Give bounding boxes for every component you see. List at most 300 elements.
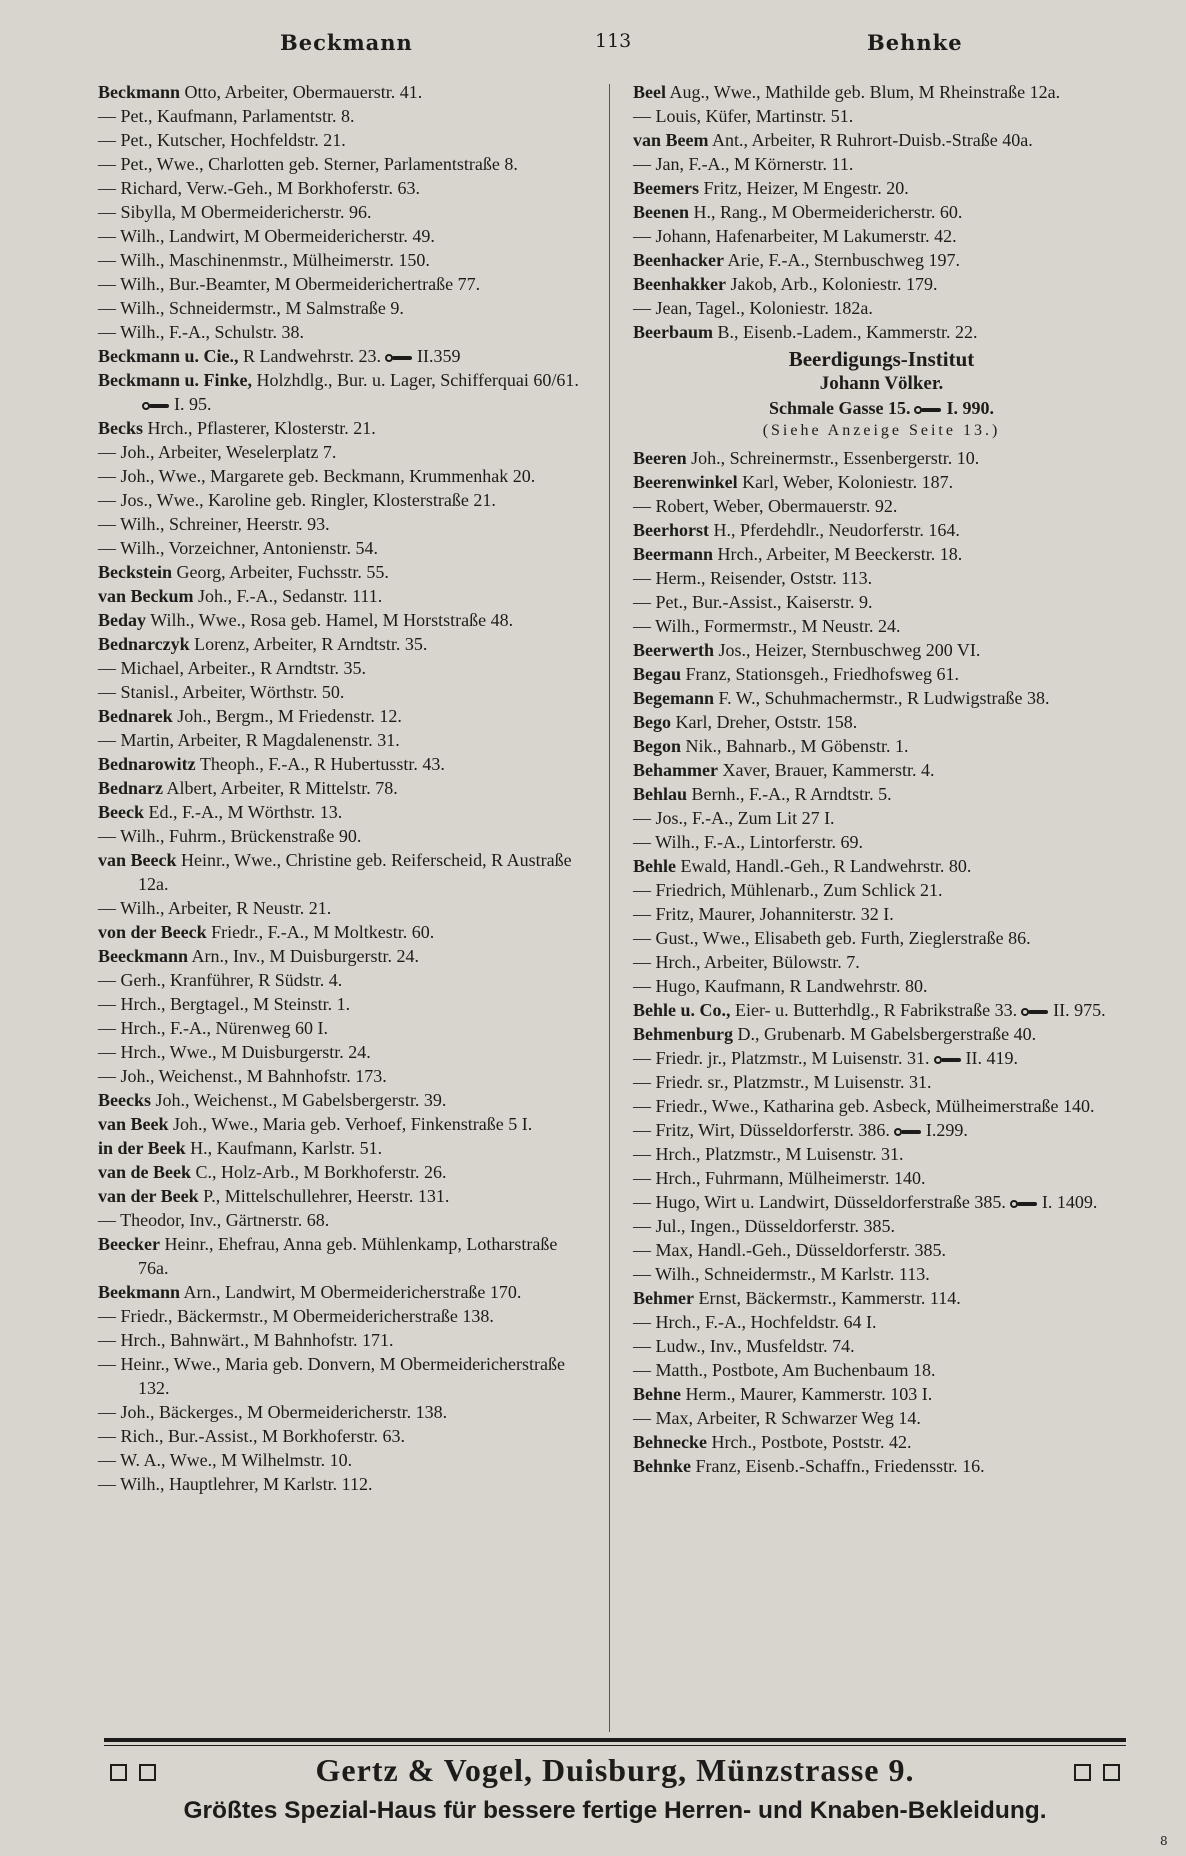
entry-details: — Wilh., Formermstr., M Neustr. 24. [633,616,901,636]
entry-surname: Begon [633,736,682,756]
directory-entry [633,1430,1130,1454]
entry-surname: Beday [98,610,147,630]
entry-details: — Hrch., Fuhrmann, Mülheimerstr. 140. [633,1168,926,1188]
entry-surname: Beerhorst [633,520,709,540]
telephone-icon [934,1056,962,1064]
directory-entry [633,1190,1130,1214]
directory-entry [98,992,588,1016]
telephone-number: II. 975. [1053,1000,1106,1020]
advert-title: Beerdigungs-Institut [788,347,975,371]
entry-details: — Matth., Postbote, Am Buchenbaum 18. [633,1360,936,1380]
telephone-icon [142,402,170,410]
telephone-number: II. 419. [965,1048,1018,1068]
directory-entry [633,272,1130,296]
entry-details: — Louis, Küfer, Martinstr. 51. [633,106,854,126]
entry-details: — Joh., Bäckerges., M Obermeidericherstr. 138. [98,1402,448,1422]
entry-surname: Beerenwinkel [633,472,738,492]
entry-surname: Behle [633,856,676,876]
entry-details: Franz, Stationsgeh., Friedhofsweg 61. [685,664,959,684]
entry-details: Joh., F.-A., Sedanstr. 111. [198,586,383,606]
entry-details: R Landwehrstr. 23. [243,346,381,366]
entry-details: Wilh., Wwe., Rosa geb. Hamel, M Horststraße 48. [150,610,514,630]
entry-surname: Beecks [98,1090,151,1110]
entry-details: — Joh., Wwe., Margarete geb. Beckmann, Krummenhak 20. [98,466,536,486]
entry-details: — Wilh., Fuhrm., Brückenstraße 90. [98,826,362,846]
entry-details: — Stanisl., Arbeiter, Wörthstr. 50. [98,682,345,702]
footer-advert-line2: Größtes Spezial-Haus für bessere fertige Herren- und Knaben-Bekleidung. [183,1797,1047,1824]
entry-details: — Joh., Weichenst., M Bahnhofstr. 173. [98,1066,387,1086]
entry-details: B., Eisenb.-Ladem., Kammerstr. 22. [717,322,978,342]
entry-details: — Martin, Arbeiter, R Magdalenenstr. 31. [98,730,400,750]
directory-entry [98,320,588,344]
entry-details: Albert, Arbeiter, R Mittelstr. 78. [166,778,398,798]
telephone-icon [1010,1200,1038,1208]
entry-surname: Behnecke [633,1432,707,1452]
right-entries-bottom [633,446,1130,1478]
directory-entry [633,566,1130,590]
entry-details: Eier- u. Butterhdlg., R Fabrikstraße 33. [735,1000,1018,1020]
entry-details: Ed., F.-A., M Wörthstr. 13. [148,802,343,822]
directory-entry [633,542,1130,566]
entry-details: — Friedr. jr., Platzmstr., M Luisenstr. 31. [633,1048,930,1068]
entry-surname: von der Beeck [98,922,207,942]
entry-details: Xaver, Brauer, Kammerstr. 4. [722,760,935,780]
entry-details: — Wilh., F.-A., Schulstr. 38. [98,322,305,342]
directory-entry [98,440,588,464]
entry-details: — Gust., Wwe., Elisabeth geb. Furth, Zieglerstraße 86. [633,928,1031,948]
directory-entry [98,1112,588,1136]
entry-surname: Beekmann [98,1282,181,1302]
entry-details: — Wilh., F.-A., Lintorferstr. 69. [633,832,863,852]
directory-entry [98,464,588,488]
entry-details: — Fritz, Wirt, Düsseldorferstr. 386. [633,1120,890,1140]
entry-surname: Beerbaum [633,322,713,342]
entry-details: Hrch., Postbote, Poststr. 42. [711,1432,912,1452]
directory-entry [98,1232,588,1280]
directory-entry [98,824,588,848]
entry-surname: Beenhakker [633,274,727,294]
directory-entry [98,1184,588,1208]
directory-entry [98,1016,588,1040]
directory-entry [633,1286,1130,1310]
directory-entry [633,1070,1130,1094]
entry-details: Aug., Wwe., Mathilde geb. Blum, M Rheinstraße 12a. [669,82,1061,102]
entry-surname: Beckmann u. Cie., [98,346,239,366]
entry-surname: Beenhacker [633,250,724,270]
entry-details: — Fritz, Maurer, Johanniterstr. 32 I. [633,904,894,924]
entry-details: Holzhdlg., Bur. u. Lager, Schifferquai 60/61. [256,370,579,390]
running-head-right: Behnke [867,30,963,55]
directory-entry [98,1088,588,1112]
entry-details: — Wilh., Maschinenmstr., Mülheimerstr. 150. [98,250,430,270]
entry-details: — Friedr. sr., Platzmstr., M Luisenstr. 31. [633,1072,932,1092]
entry-details: Otto, Arbeiter, Obermauerstr. 41. [184,82,423,102]
entry-details: Lorenz, Arbeiter, R Arndtstr. 35. [194,634,428,654]
entry-details: — Wilh., Hauptlehrer, M Karlstr. 112. [98,1474,373,1494]
directory-entry [98,584,588,608]
entry-details: Hrch., Arbeiter, M Beeckerstr. 18. [717,544,963,564]
directory-entry [98,560,588,584]
entry-details: — Hrch., Bergtagel., M Steinstr. 1. [98,994,351,1014]
directory-entry [633,734,1130,758]
entry-surname: van Beek [98,1114,169,1134]
directory-entry [633,446,1130,470]
entry-details: — Joh., Arbeiter, Weselerplatz 7. [98,442,337,462]
directory-entry [633,470,1130,494]
directory-entry [633,1358,1130,1382]
directory-entry [633,248,1130,272]
entry-details: Franz, Eisenb.-Schaffn., Friedensstr. 16. [695,1456,985,1476]
directory-entry [98,1472,588,1496]
directory-entry [633,950,1130,974]
directory-entry [633,176,1130,200]
entry-details: Arn., Inv., M Duisburgerstr. 24. [191,946,420,966]
directory-entry [98,80,588,104]
entry-details: — Friedr., Bäckermstr., M Obermeidericherstraße 138. [98,1306,494,1326]
entry-details: — Hrch., F.-A., Nürenweg 60 I. [98,1018,329,1038]
directory-entry [633,1022,1130,1046]
directory-entry [98,344,588,368]
entry-surname: Behmenburg [633,1024,734,1044]
entry-surname: Beeck [98,802,144,822]
directory-entry [98,656,588,680]
entry-details: — Jan, F.-A., M Körnerstr. 11. [633,154,854,174]
entry-details: — Pet., Kutscher, Hochfeldstr. 21. [98,130,346,150]
directory-entry [633,686,1130,710]
entry-details: Karl, Weber, Koloniestr. 187. [742,472,954,492]
entry-details: Jos., Heizer, Sternbuschweg 200 VI. [718,640,981,660]
entry-details: H., Rang., M Obermeidericherstr. 60. [693,202,963,222]
directory-entry [633,1046,1130,1070]
entry-details: H., Kaufmann, Karlstr. 51. [190,1138,383,1158]
entry-surname: Beerwerth [633,640,714,660]
entry-surname: Begemann [633,688,714,708]
directory-entry [98,944,588,968]
directory-entry [633,494,1130,518]
directory-entry [98,368,588,416]
entry-surname: Behmer [633,1288,694,1308]
entry-details: Jakob, Arb., Koloniestr. 179. [730,274,938,294]
entry-surname: van Beeck [98,850,177,870]
directory-entry [98,128,588,152]
directory-entry [98,536,588,560]
advert-note: (Siehe Anzeige Seite 13.) [762,422,1001,439]
entry-details: — Robert, Weber, Obermauerstr. 92. [633,496,898,516]
entry-surname: Bednarek [98,706,173,726]
directory-entry [98,752,588,776]
entry-details: — Herm., Reisender, Oststr. 113. [633,568,873,588]
directory-entry [633,518,1130,542]
footer-rule-thin [104,1745,1126,1746]
directory-entry [98,416,588,440]
entry-details: — Max, Handl.-Geh., Düsseldorferstr. 385. [633,1240,946,1260]
entry-details: — Friedrich, Mühlenarb., Zum Schlick 21. [633,880,943,900]
directory-entry [98,248,588,272]
telephone-number: II.359 [417,346,461,366]
entry-surname: Beermann [633,544,713,564]
directory-entry [633,1406,1130,1430]
entry-details: — Jean, Tagel., Koloniestr. 182a. [633,298,873,318]
directory-entry [633,128,1130,152]
entry-details: — Hrch., Platzmstr., M Luisenstr. 31. [633,1144,904,1164]
entry-surname: Becks [98,418,143,438]
entry-surname: Bednarczyk [98,634,190,654]
directory-entry [633,974,1130,998]
directory-entry [98,1280,588,1304]
directory-entry [633,1238,1130,1262]
directory-entry [98,800,588,824]
entry-surname: Beeren [633,448,687,468]
entry-details: — Johann, Hafenarbeiter, M Lakumerstr. 42. [633,226,957,246]
directory-entry [633,296,1130,320]
entry-details: — Wilh., Schreiner, Heerstr. 93. [98,514,330,534]
entry-surname: Beeckmann [98,946,188,966]
footer-advert-line1 [104,1750,1126,1790]
entry-details: — Wilh., Bur.-Beamter, M Obermeiderichertraße 77. [98,274,481,294]
entry-surname: Behammer [633,760,718,780]
entry-details: Friedr., F.-A., M Moltkestr. 60. [211,922,435,942]
directory-entry [98,1328,588,1352]
entry-surname: van de Beek [98,1162,192,1182]
telephone-number: I. 1409. [1041,1192,1098,1212]
entry-details: Ewald, Handl.-Geh., R Landwehrstr. 80. [680,856,972,876]
directory-entry [98,968,588,992]
directory-entry [633,1262,1130,1286]
directory-entry [98,1304,588,1328]
telephone-icon [385,354,413,362]
footer-rule [104,1738,1126,1742]
entry-details: Georg, Arbeiter, Fuchsstr. 55. [176,562,389,582]
entry-surname: Behlau [633,784,688,804]
directory-entry [98,488,588,512]
directory-entry [633,854,1130,878]
entry-surname: Beemers [633,178,699,198]
entry-surname: van Beem [633,130,709,150]
entry-details: Heinr., Ehefrau, Anna geb. Mühlenkamp, Lotharstraße 76a. [138,1234,558,1278]
entry-details: H., Pferdehdlr., Neudorferstr. 164. [713,520,960,540]
entry-details: — Jos., Wwe., Karoline geb. Ringler, Klosterstraße 21. [98,490,496,510]
entry-details: Ant., Arbeiter, R Ruhrort-Duisb.-Straße 40a. [712,130,1033,150]
entry-details: Karl, Dreher, Oststr. 158. [675,712,858,732]
directory-entry [633,1094,1130,1118]
entry-details: — Wilh., Arbeiter, R Neustr. 21. [98,898,332,918]
directory-entry [633,1454,1130,1478]
signature-mark: 8 [1160,1834,1168,1848]
left-column [98,80,588,1496]
entry-details: — Richard, Verw.-Geh., M Borkhoferstr. 63. [98,178,420,198]
directory-entry [633,878,1130,902]
directory-entry [633,902,1130,926]
entry-surname: Beckmann [98,82,181,102]
entry-details: — Sibylla, M Obermeidericherstr. 96. [98,202,372,222]
entry-details: — Pet., Kaufmann, Parlamentstr. 8. [98,106,355,126]
directory-entry [633,200,1130,224]
directory-entry [633,104,1130,128]
running-head-left: Beckmann [280,30,413,55]
entry-details: — Theodor, Inv., Gärtnerstr. 68. [98,1210,330,1230]
entry-details: — Friedr., Wwe., Katharina geb. Asbeck, Mülheimerstraße 140. [633,1096,1095,1116]
entry-surname: Begau [633,664,682,684]
entry-surname: Beckmann u. Finke, [98,370,253,390]
entry-details: — Max, Arbeiter, R Schwarzer Weg 14. [633,1408,921,1428]
entry-details: Arn., Landwirt, M Obermeidericherstraße 170. [183,1282,522,1302]
directory-entry [98,272,588,296]
entry-details: — Hugo, Kaufmann, R Landwehrstr. 80. [633,976,928,996]
directory-entry [98,1400,588,1424]
entry-details: Fritz, Heizer, M Engestr. 20. [703,178,909,198]
directory-entry [98,776,588,800]
entry-surname: van der Beek [98,1186,199,1206]
entry-details: Arie, F.-A., Sternbuschweg 197. [727,250,961,270]
entry-surname: van Beckum [98,586,194,606]
directory-entry [633,1118,1130,1142]
entry-details: Heinr., Wwe., Christine geb. Reiferscheid, R Austraße 12a. [138,850,572,894]
directory-entry [98,1040,588,1064]
directory-entry [633,1382,1130,1406]
entry-details: — Wilh., Landwirt, M Obermeidericherstr. 49. [98,226,435,246]
entry-details: — Gerh., Kranführer, R Südstr. 4. [98,970,343,990]
entry-details: — Pet., Wwe., Charlotten geb. Sterner, Parlamentstraße 8. [98,154,518,174]
directory-entry [98,152,588,176]
entry-surname: Bednarowitz [98,754,196,774]
entry-surname: Beel [633,82,666,102]
directory-entry [633,80,1130,104]
entry-details: C., Holz-Arb., M Borkhoferstr. 26. [195,1162,447,1182]
directory-entry [633,830,1130,854]
directory-entry [633,1310,1130,1334]
directory-entry [633,1334,1130,1358]
entry-details: — Hrch., Arbeiter, Bülowstr. 7. [633,952,860,972]
entry-details: Ernst, Bäckermstr., Kammerstr. 114. [698,1288,961,1308]
footer-company: Gertz & Vogel, Duisburg, Münzstrasse 9. [315,1752,915,1788]
entry-details: — Rich., Bur.-Assist., M Borkhoferstr. 63. [98,1426,406,1446]
telephone-number: I.299. [925,1120,968,1140]
directory-entry [633,152,1130,176]
entry-details: Theoph., F.-A., R Hubertusstr. 43. [199,754,445,774]
telephone-icon [894,1128,922,1136]
entry-details: Joh., Weichenst., M Gabelsbergerstr. 39. [155,1090,447,1110]
telephone-number: I. 95. [174,394,212,414]
entry-surname: Behne [633,1384,682,1404]
entry-details: — Hrch., F.-A., Hochfeldstr. 64 I. [633,1312,877,1332]
entry-details: — Hugo, Wirt u. Landwirt, Düsseldorferstraße 385. [633,1192,1006,1212]
directory-entry [633,590,1130,614]
directory-entry [633,224,1130,248]
entry-surname: Behnke [633,1456,692,1476]
advert-owner: Johann Völker. [819,373,944,394]
entry-surname: in der Beek [98,1138,186,1158]
directory-entry [98,1448,588,1472]
directory-entry [98,848,588,896]
entry-details: — Hrch., Wwe., M Duisburgerstr. 24. [98,1042,371,1062]
entry-details: Bernh., F.-A., R Arndtstr. 5. [691,784,892,804]
entry-details: F. W., Schuhmachermstr., R Ludwigstraße 38. [718,688,1050,708]
advert-address: Schmale Gasse 15. [768,398,911,418]
entry-details: P., Mittelschullehrer, Heerstr. 131. [203,1186,450,1206]
directory-entry [633,782,1130,806]
directory-entry [98,632,588,656]
directory-entry [98,200,588,224]
directory-entry [98,104,588,128]
entry-details: Joh., Wwe., Maria geb. Verhoef, Finkenstraße 5 I. [173,1114,533,1134]
directory-entry [633,638,1130,662]
entry-surname: Bednarz [98,778,163,798]
directory-entry [98,608,588,632]
directory-entry [98,296,588,320]
directory-entry [98,728,588,752]
entry-details: — Wilh., Vorzeichner, Antonienstr. 54. [98,538,379,558]
directory-entry [98,176,588,200]
entry-details: Joh., Schreinermstr., Essenbergerstr. 10. [691,448,980,468]
directory-entry [98,704,588,728]
page-number: 113 [595,30,632,52]
directory-entry [633,758,1130,782]
right-entries-top [633,80,1130,344]
directory-entry [633,1214,1130,1238]
entry-details: Hrch., Pflasterer, Klosterstr. 21. [147,418,376,438]
entry-details: — Michael, Arbeiter., R Arndtstr. 35. [98,658,366,678]
entry-surname: Beecker [98,1234,160,1254]
directory-entry [98,1136,588,1160]
directory-entry [633,998,1130,1022]
entry-details: — Jul., Ingen., Düsseldorferstr. 385. [633,1216,895,1236]
column-divider [609,84,610,1732]
ornament-boxes-left [104,1750,162,1790]
directory-entry [98,512,588,536]
entry-details: — Wilh., Schneidermstr., M Karlstr. 113. [633,1264,930,1284]
telephone-icon [914,406,942,414]
right-column [633,80,1130,1478]
directory-entry [98,896,588,920]
entry-details: Herm., Maurer, Kammerstr. 103 I. [685,1384,933,1404]
directory-entry [98,920,588,944]
entry-details: D., Grubenarb. M Gabelsbergerstraße 40. [737,1024,1037,1044]
directory-entry [98,680,588,704]
entry-details: — Pet., Bur.-Assist., Kaiserstr. 9. [633,592,873,612]
directory-entry [633,806,1130,830]
directory-entry [633,614,1130,638]
directory-entry [98,224,588,248]
entry-details: — Hrch., Bahnwärt., M Bahnhofstr. 171. [98,1330,394,1350]
advert-phone: I. 990. [946,398,994,418]
directory-entry [633,710,1130,734]
directory-entry [633,926,1130,950]
entry-details: Nik., Bahnarb., M Göbenstr. 1. [685,736,909,756]
directory-entry [98,1160,588,1184]
directory-entry [98,1352,588,1400]
entry-surname: Bego [633,712,671,732]
ornament-boxes-right [1068,1750,1126,1790]
entry-details: — Ludw., Inv., Musfeldstr. 74. [633,1336,855,1356]
directory-entry [633,662,1130,686]
directory-entry [98,1208,588,1232]
entry-details: — W. A., Wwe., M Wilhelmstr. 10. [98,1450,353,1470]
entry-details: — Wilh., Schneidermstr., M Salmstraße 9. [98,298,404,318]
funeral-institute-advert [633,346,1130,442]
telephone-icon [1021,1008,1049,1016]
directory-entry [633,320,1130,344]
entry-surname: Beckstein [98,562,172,582]
entry-details: Joh., Bergm., M Friedenstr. 12. [177,706,402,726]
entry-surname: Behle u. Co., [633,1000,731,1020]
directory-entry [98,1424,588,1448]
directory-entry [633,1142,1130,1166]
entry-details: — Heinr., Wwe., Maria geb. Donvern, M Obermeidericherstraße 132. [98,1354,566,1398]
directory-entry [633,1166,1130,1190]
entry-surname: Beenen [633,202,689,222]
advert-address-line [633,396,1130,420]
entry-details: — Jos., F.-A., Zum Lit 27 I. [633,808,835,828]
